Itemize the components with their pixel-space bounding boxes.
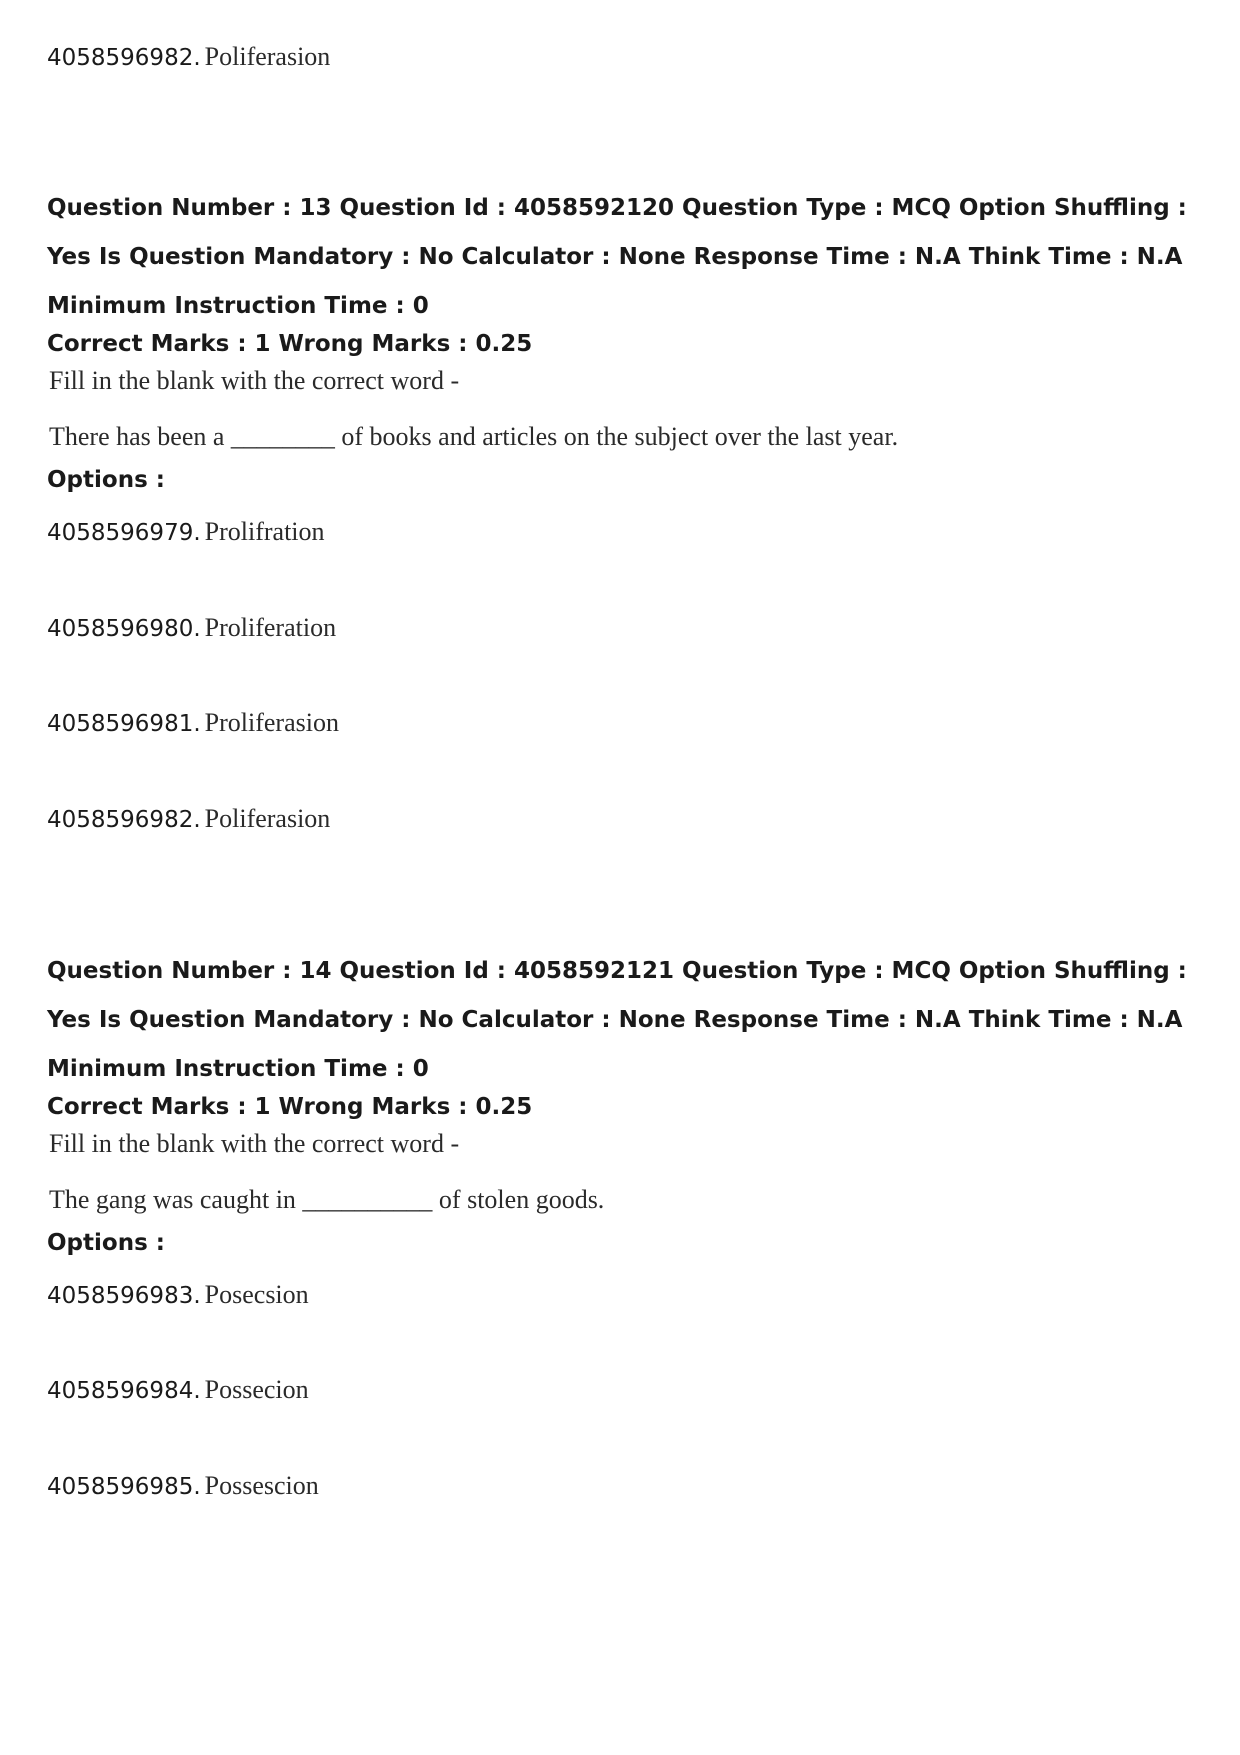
option-number: 4058596979.	[47, 520, 201, 546]
option-number: 4058596982.	[47, 807, 201, 833]
option-text: Poliferasion	[204, 42, 331, 71]
question-marks: Correct Marks : 1 Wrong Marks : 0.25	[47, 1094, 533, 1120]
option-number: 4058596982.	[47, 45, 201, 71]
option-item	[47, 613, 336, 643]
question-sentence: There has been a ________ of books and articles on the subject over the last year.	[49, 422, 899, 451]
question-instruction: Fill in the blank with the correct word -	[49, 366, 460, 395]
options-label: Options :	[47, 467, 165, 493]
option-text: Posecsion	[204, 1280, 309, 1309]
question-instruction: Fill in the blank with the correct word -	[49, 1129, 460, 1158]
option-item	[47, 517, 325, 547]
option-number: 4058596983.	[47, 1283, 201, 1309]
question-header: Question Number : 14 Question Id : 4058592121 Question Type : MCQ Option Shuffling : Yes Is Question Mandatory : No Calculator : None Response Time : N.A Think Time : N.A Minimum Instruction Time : 0	[47, 958, 1187, 1082]
option-text: Prolifration	[204, 517, 325, 546]
option-number: 4058596985.	[47, 1474, 201, 1500]
option-number: 4058596984.	[47, 1378, 201, 1404]
option-item	[47, 1375, 309, 1405]
question-sentence: The gang was caught in __________ of stolen goods.	[49, 1185, 605, 1214]
option-text: Possecion	[204, 1375, 309, 1404]
option-item	[47, 1471, 319, 1501]
option-text: Poliferasion	[204, 804, 331, 833]
question-header: Question Number : 13 Question Id : 4058592120 Question Type : MCQ Option Shuffling : Yes Is Question Mandatory : No Calculator : None Response Time : N.A Think Time : N.A Minimum Instruction Time : 0	[47, 195, 1187, 319]
option-text: Proliferation	[204, 613, 337, 642]
option-item	[47, 1280, 309, 1310]
question-marks: Correct Marks : 1 Wrong Marks : 0.25	[47, 331, 533, 357]
option-text: Proliferasion	[204, 708, 339, 737]
option-item	[47, 708, 339, 738]
options-label: Options :	[47, 1230, 165, 1256]
option-number: 4058596981.	[47, 711, 201, 737]
option-item	[47, 42, 330, 72]
option-item	[47, 804, 330, 834]
option-number: 4058596980.	[47, 616, 201, 642]
option-text: Possescion	[204, 1471, 319, 1500]
